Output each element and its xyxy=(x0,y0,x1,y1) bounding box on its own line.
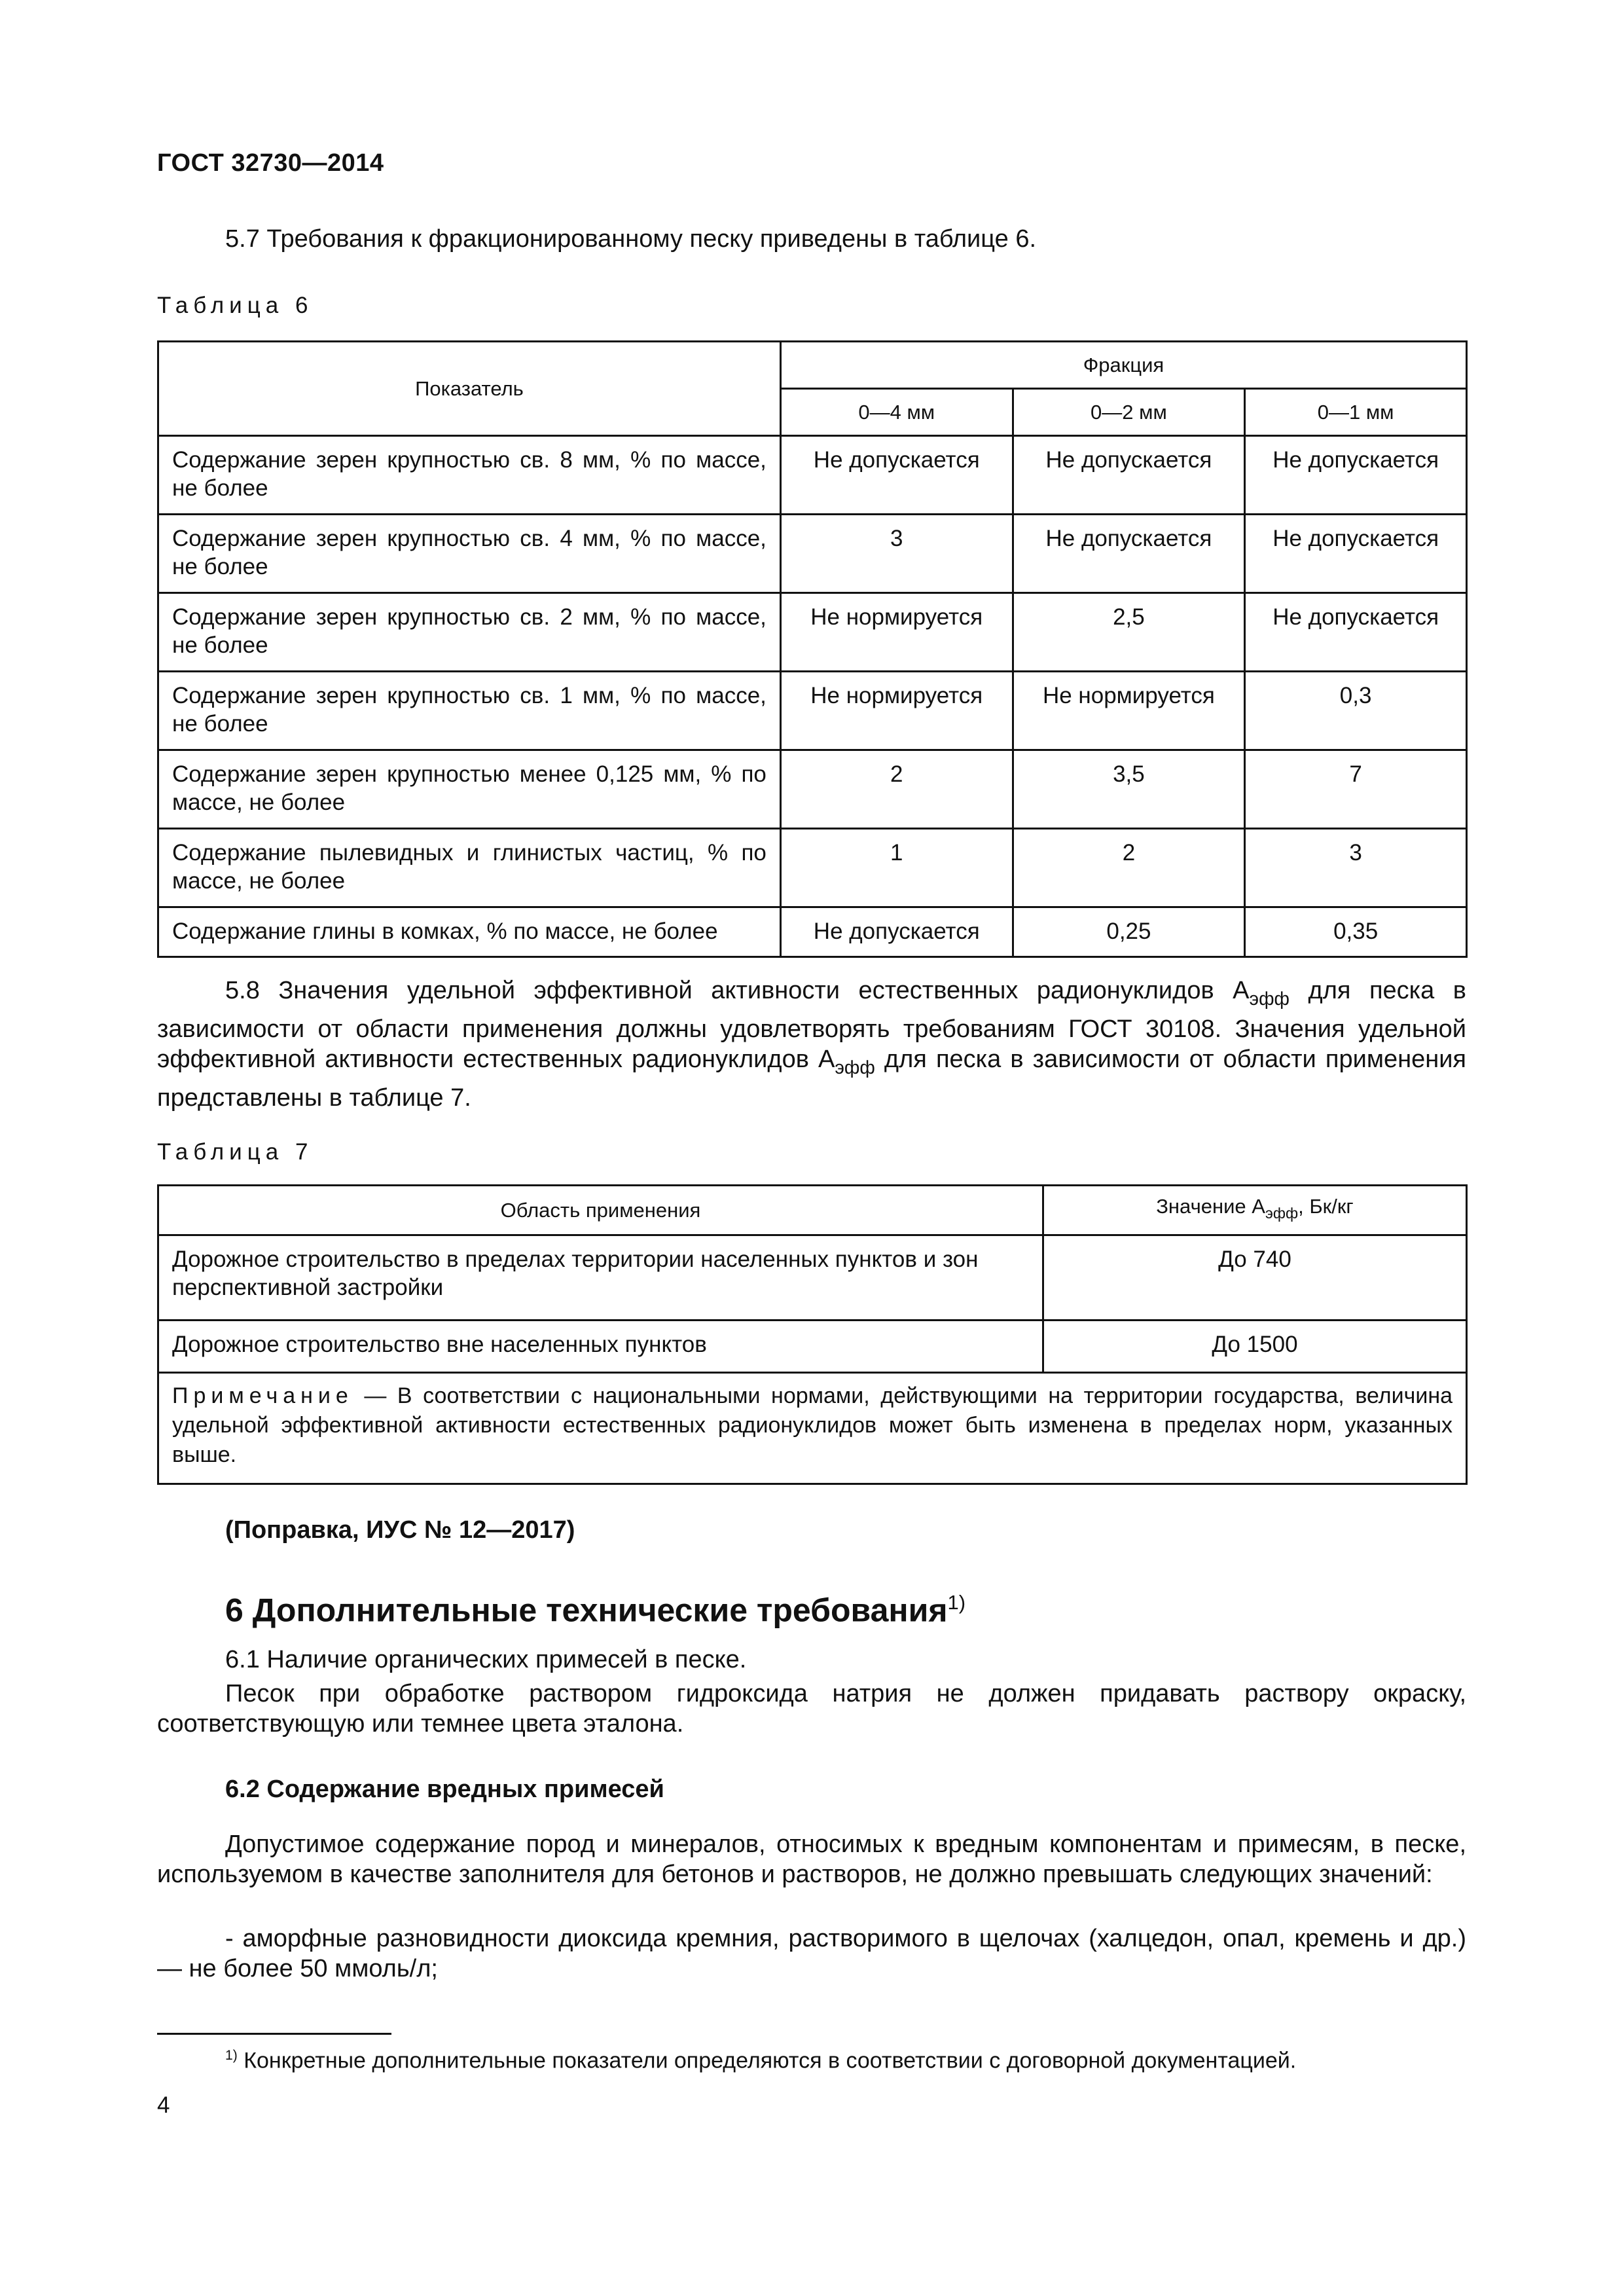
correction-note: (Поправка, ИУС № 12—2017) xyxy=(225,1516,575,1544)
table6-header-fraction-0-1: 0—1 мм xyxy=(1245,389,1467,436)
table6-header-indicator: Показатель xyxy=(158,342,781,436)
table-cell: 0,35 xyxy=(1245,907,1467,957)
table7-label: Таблица 7 xyxy=(157,1139,314,1165)
paragraph-6-2-item: - аморфные разновидности диоксида кремния, растворимого в щелочах (халцедон, опал, кремень и др.) — не более 50 ммоль/л; xyxy=(157,1925,1466,1982)
p58-part3: для песка в зависимости от области применения представлены в таблице 7. xyxy=(157,1045,1466,1112)
table-cell: Не допускается xyxy=(1245,593,1467,672)
table-cell-label: Содержание пылевидных и глинистых частиц, % по массе, не более xyxy=(158,829,781,907)
table6-header-fraction-0-4: 0—4 мм xyxy=(780,389,1013,436)
table-cell: 7 xyxy=(1245,750,1467,829)
table-row xyxy=(158,750,1467,829)
section-6-footnote-ref: 1) xyxy=(947,1591,966,1614)
table7-header-area: Область применения xyxy=(158,1186,1043,1235)
table-cell-label: Содержание зерен крупностью св. 8 мм, % по массе, не более xyxy=(158,436,781,515)
table-row xyxy=(158,672,1467,750)
paragraph-6-1: 6.1 Наличие органических примесей в песке. xyxy=(225,1646,747,1673)
table7-header-value-sub: эфф xyxy=(1265,1205,1299,1222)
table-row xyxy=(158,515,1467,593)
table-cell-label: Содержание зерен крупностью св. 2 мм, % по массе, не более xyxy=(158,593,781,672)
table-cell: Не допускается xyxy=(780,907,1013,957)
table7-note xyxy=(158,1373,1467,1484)
p58-sub-2: эфф xyxy=(835,1057,875,1078)
paragraph-5-7: 5.7 Требования к фракционированному песку приведены в таблице 6. xyxy=(225,225,1037,253)
p58-part1: 5.8 Значения удельной эффективной активности естественных радионуклидов А xyxy=(225,977,1250,1004)
footnote-mark: 1) xyxy=(225,2048,238,2063)
table7-header-value xyxy=(1043,1186,1466,1235)
table-cell: До 1500 xyxy=(1043,1321,1466,1373)
table7-header-value-pre: Значение А xyxy=(1156,1195,1265,1218)
p58-sub-1: эфф xyxy=(1249,988,1290,1010)
document-header: ГОСТ 32730—2014 xyxy=(157,149,384,177)
table-cell: Не нормируется xyxy=(780,672,1013,750)
table-cell: 1 xyxy=(780,829,1013,907)
table-cell: Не нормируется xyxy=(1013,672,1245,750)
table7-header-value-post: , Бк/кг xyxy=(1298,1195,1354,1218)
table-cell: 2 xyxy=(780,750,1013,829)
table-row xyxy=(158,593,1467,672)
table-cell: Не нормируется xyxy=(780,593,1013,672)
page-number: 4 xyxy=(157,2092,170,2118)
table-cell-label: Содержание зерен крупностью св. 4 мм, % по массе, не более xyxy=(158,515,781,593)
table-row xyxy=(158,907,1467,957)
table-cell: Не допускается xyxy=(1245,515,1467,593)
table-row xyxy=(158,1235,1467,1321)
table-cell-label: Дорожное строительство в пределах территории населенных пунктов и зон перспективной застройки xyxy=(158,1235,1043,1321)
table-note-row xyxy=(158,1373,1467,1484)
section-6-title-text: 6 Дополнительные технические требования xyxy=(225,1592,948,1629)
table-cell-label: Содержание глины в комках, % по массе, не более xyxy=(158,907,781,957)
table-cell: До 740 xyxy=(1043,1235,1466,1321)
paragraph-5-8 xyxy=(157,975,1466,1113)
p58-part2: для песка в зависимости от области применения должны удовлетворять требованиям ГОСТ 30108. Значения удельной эффективной активности естественных радионуклидов А xyxy=(157,977,1466,1073)
table6-label: Таблица 6 xyxy=(157,293,314,318)
table-cell-label: Содержание зерен крупностью св. 1 мм, % по массе, не более xyxy=(158,672,781,750)
footnote xyxy=(225,2048,1296,2074)
paragraph-6-1-body: Песок при обработке раствором гидроксида натрия не должен придавать раствору окраску, соответствующую или темнее цвета эталона. xyxy=(157,1680,1466,1738)
table-cell-label: Содержание зерен крупностью менее 0,125 мм, % по массе, не более xyxy=(158,750,781,829)
paragraph-6-2: Допустимое содержание пород и минералов, относимых к вредным компонентам и примесям, в песке, используемом в качестве заполнителя для бетонов и растворов, не должно превышать следующих значений: xyxy=(157,1831,1466,1888)
section-6-2-title: 6.2 Содержание вредных примесей xyxy=(225,1776,664,1803)
note-text: — В соответствии с национальными нормами, действующими на территории государства, величина удельной эффективной активности естественных радионуклидов может быть изменена в пределах норм, указанных выше. xyxy=(172,1383,1453,1467)
note-label: Примечание xyxy=(172,1383,353,1408)
table-row xyxy=(158,436,1467,515)
table-7 xyxy=(157,1184,1468,1485)
table-cell: Не допускается xyxy=(1245,436,1467,515)
table-cell: 3 xyxy=(780,515,1013,593)
table-cell: 0,25 xyxy=(1013,907,1245,957)
table-cell: 3 xyxy=(1245,829,1467,907)
table-cell: 2 xyxy=(1013,829,1245,907)
footnote-rule xyxy=(157,2033,391,2035)
table-row xyxy=(158,1321,1467,1373)
table-cell: 0,3 xyxy=(1245,672,1467,750)
table-cell: Не допускается xyxy=(1013,515,1245,593)
footnote-text: Конкретные дополнительные показатели определяются в соответствии с договорной документацией. xyxy=(237,2048,1297,2073)
table-cell: 3,5 xyxy=(1013,750,1245,829)
table-6 xyxy=(157,340,1468,958)
table-cell: Не допускается xyxy=(780,436,1013,515)
table-row xyxy=(158,829,1467,907)
table-cell: Не допускается xyxy=(1013,436,1245,515)
section-6-title xyxy=(225,1591,965,1630)
table6-header-fraction-0-2: 0—2 мм xyxy=(1013,389,1245,436)
table-cell-label: Дорожное строительство вне населенных пунктов xyxy=(158,1321,1043,1373)
table6-header-fraction: Фракция xyxy=(780,342,1466,389)
table-cell: 2,5 xyxy=(1013,593,1245,672)
